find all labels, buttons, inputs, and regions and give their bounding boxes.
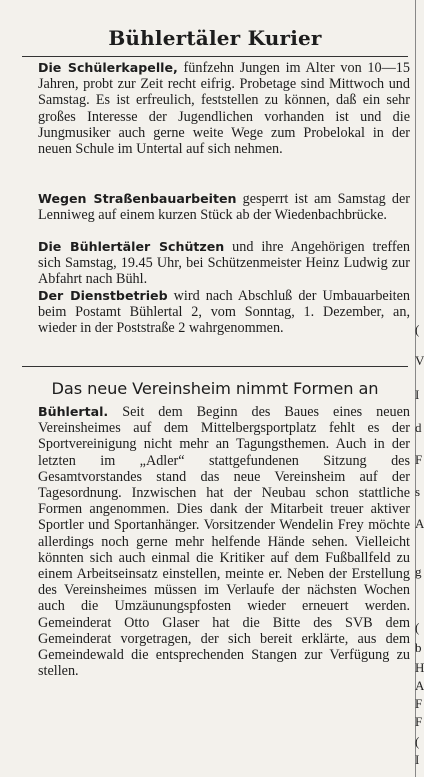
notice-lead: Der Dienstbetrieb bbox=[38, 288, 168, 303]
edge-fragment: A bbox=[415, 678, 424, 693]
edge-fragment: A bbox=[415, 516, 424, 531]
edge-fragment: V bbox=[415, 353, 424, 368]
article-lead: Bühlertal. bbox=[38, 404, 109, 419]
edge-fragment: F bbox=[415, 452, 423, 467]
notice-dienstbetrieb bbox=[20, 288, 410, 337]
edge-fragment: ( bbox=[415, 734, 420, 749]
edge-fragment: ( bbox=[415, 322, 420, 337]
edge-fragment: F bbox=[415, 714, 423, 729]
notice-schuelerkapelle bbox=[20, 60, 410, 157]
masthead-title: Bühlertäler Kurier bbox=[108, 26, 322, 50]
article-rule bbox=[22, 366, 408, 367]
edge-fragment: b bbox=[415, 640, 422, 655]
notice-lead: Die Schülerkapelle, bbox=[38, 60, 178, 75]
notice-text: und ihre Angehörigen treffen sich Samstag, 19.45 Uhr, bei Schützenmeister Heinz Ludwig zur Abfahrt nach Bühl. bbox=[38, 239, 411, 288]
notice-text: fünfzehn Jungen im Alter von 10—15 Jahren, probt zur Zeit recht eifrig. Probetage sind Mittwoch und Samstag. Es ist erfreulich, feststellen zu können, daß ein sehr großes Interesse der Jugendlichen vorhanden ist und die Jungmusiker auch gerne weite Wege zum Probelokal in der neuen Schule im Untertal auf sich nehmen. bbox=[38, 60, 410, 158]
edge-fragment: H bbox=[415, 660, 424, 675]
masthead-rule bbox=[22, 56, 408, 57]
notice-lead: Die Bühlertäler Schützen bbox=[38, 239, 225, 254]
edge-fragment: s bbox=[415, 484, 421, 499]
notice-lead: Wegen Straßenbauarbeiten bbox=[38, 191, 237, 206]
edge-fragment: d bbox=[415, 420, 422, 435]
notice-strassenbau bbox=[20, 191, 410, 223]
edge-fragment: g bbox=[415, 564, 422, 579]
notice-text: wird nach Abschluß der Umbauarbeiten beim Postamt Bühlertal 2, vom Sonntag, 1. Dezember, an, wieder in der Poststraße 2 wahrgenommen. bbox=[38, 288, 411, 337]
notice-text: gesperrt ist am Samstag der Lenniweg auf einem kurzen Stück ab der Wiedenbachbrücke. bbox=[38, 191, 411, 224]
article-body bbox=[20, 404, 410, 679]
edge-fragment: I bbox=[415, 752, 420, 767]
edge-fragment: I bbox=[415, 387, 420, 402]
edge-fragment: ( bbox=[415, 620, 420, 635]
article-text: Seit dem Beginn des Baues eines neuen Vereinsheimes auf dem Mittelbergsportplatz fehlt es der Sportvereinigung nicht mehr an Tagungsthemen. Auch in der letzten im „Adler“ stattgefundenen Sitzung des Gesamtvorstandes stand das neue Vereinsheim auf der Tagesordnung. Inzwischen hat der Neubau schon stattliche Formen angenommen. Dies dank der Mitarbeit treuer aktiver Sportler und Sportanhänger. Vorsitzender Wendelin Frey möchte allerdings noch gerne mehr helfende Hände sehen. Vielleicht könnten sich auch einmal die Kritiker auf dem Fußballfeld zu einem Arbeitseinsatz einstellen, meinte er. Neben der Erstellung des Vereinsheimes müssen im Verlaufe der nächsten Wochen auch die Umzäunungspfosten wieder erneuert werden. Gemeinderat Otto Glaser hat die Bitte des SVB dem Gemeinderat vorgetragen, der sich bereit erklärte, aus dem Gemeindewald die entsprechenden Stangen zur Verfügung zu stellen. bbox=[38, 404, 410, 680]
article-headline: Das neue Vereinsheim nimmt Formen an bbox=[51, 379, 379, 398]
edge-fragment: F bbox=[415, 696, 423, 711]
notice-schuetzen bbox=[20, 239, 410, 288]
